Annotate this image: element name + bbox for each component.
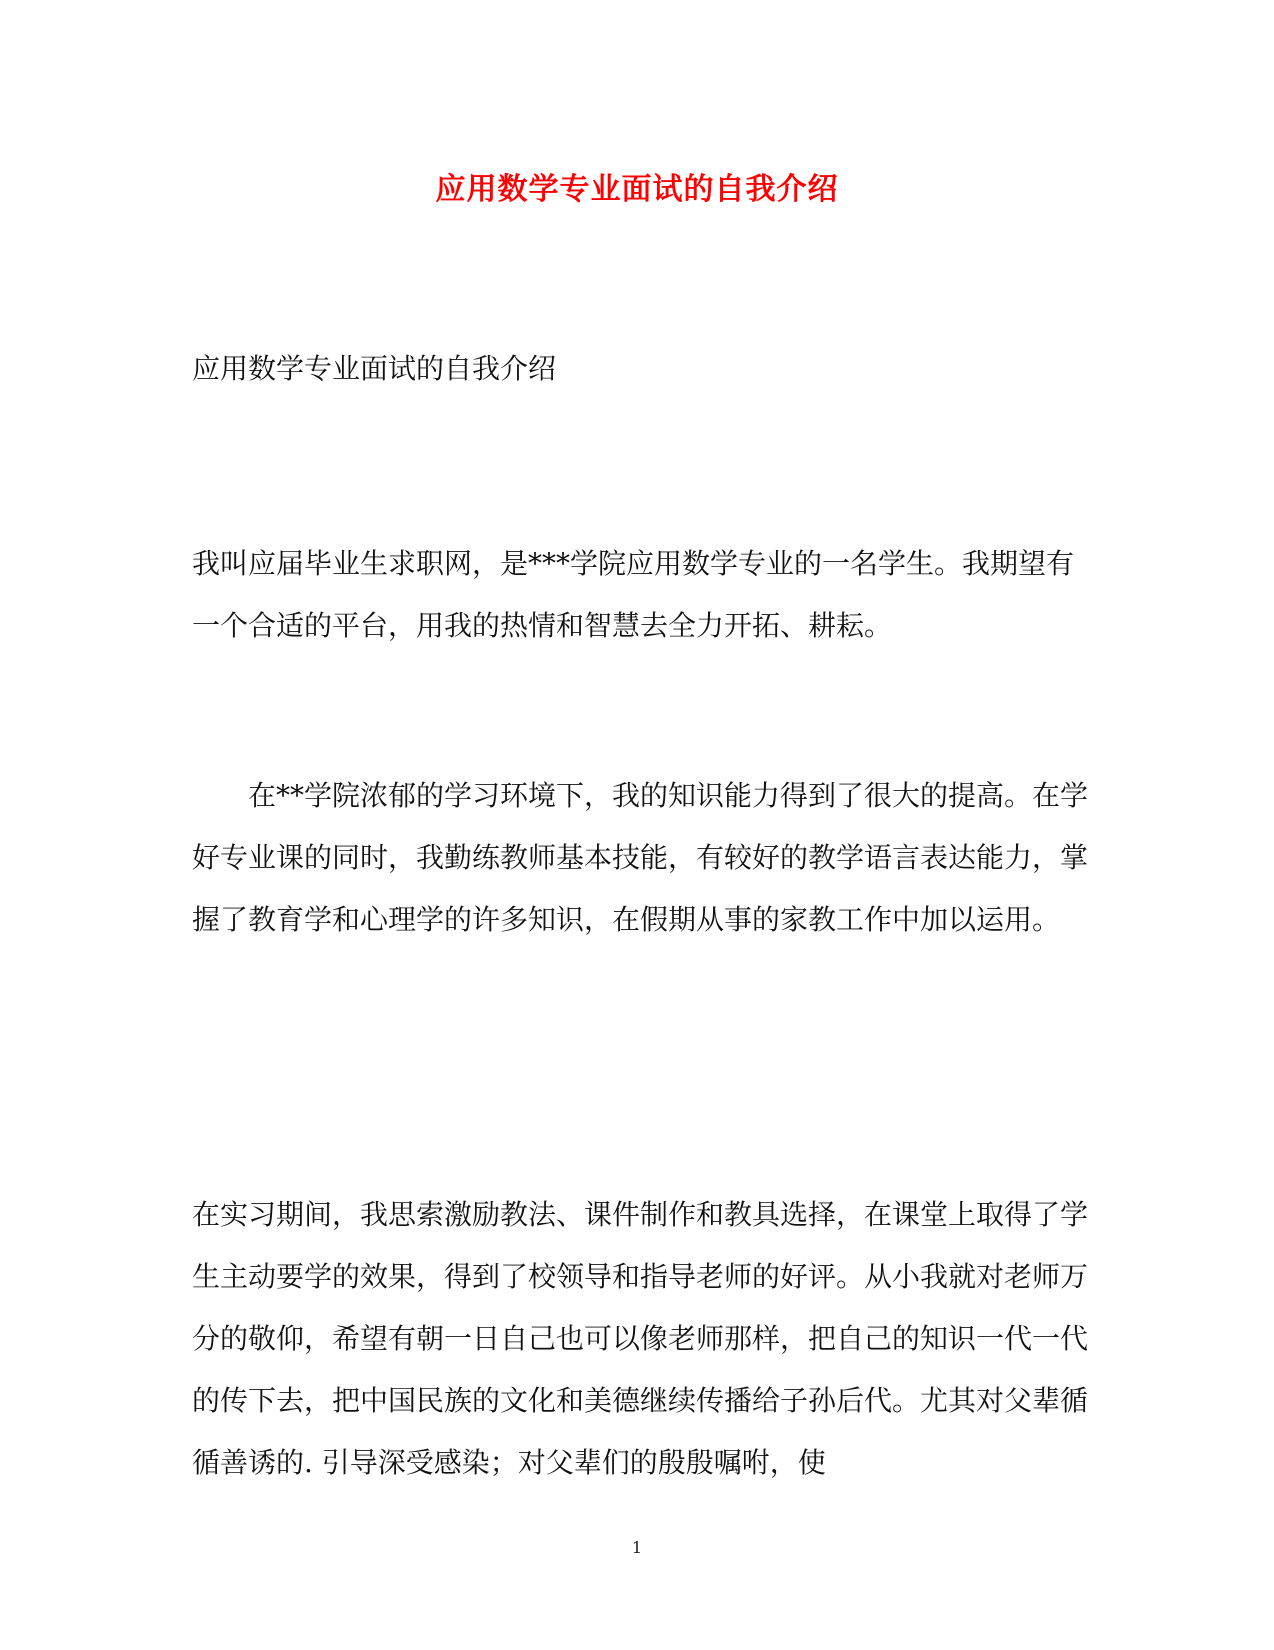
paragraph-2: 在**学院浓郁的学习环境下，我的知识能力得到了很大的提高。在学好专业课的同时，我勤练教师基本技能，有较好的教学语言表达能力，掌握了教育学和心理学的许多知识，在假期从事的家教工作中加以运用。	[192, 779, 1089, 936]
document-subtitle: 应用数学专业面试的自我介绍	[192, 352, 557, 385]
page-number: 1	[631, 1538, 643, 1557]
paragraph-3: 在实习期间，我思索激励教法、课件制作和教具选择，在课堂上取得了学生主动要学的效果，得到了校领导和指导老师的好评。从小我就对老师万分的敬仰，希望有朝一日自己也可以像老师那样，把自己的知识一代一代的传下去，把中国民族的文化和美德继续传播给子孙后代。尤其对父辈循循善诱的. 引导深受感染；对父辈们的殷殷嘱咐，使	[192, 1198, 1089, 1479]
document-title: 应用数学专业面试的自我介绍	[435, 172, 839, 207]
paragraph-1: 我叫应届毕业生求职网，是***学院应用数学专业的一名学生。我期望有一个合适的平台，用我的热情和智慧去全力开拓、耕耘。	[192, 547, 1075, 642]
